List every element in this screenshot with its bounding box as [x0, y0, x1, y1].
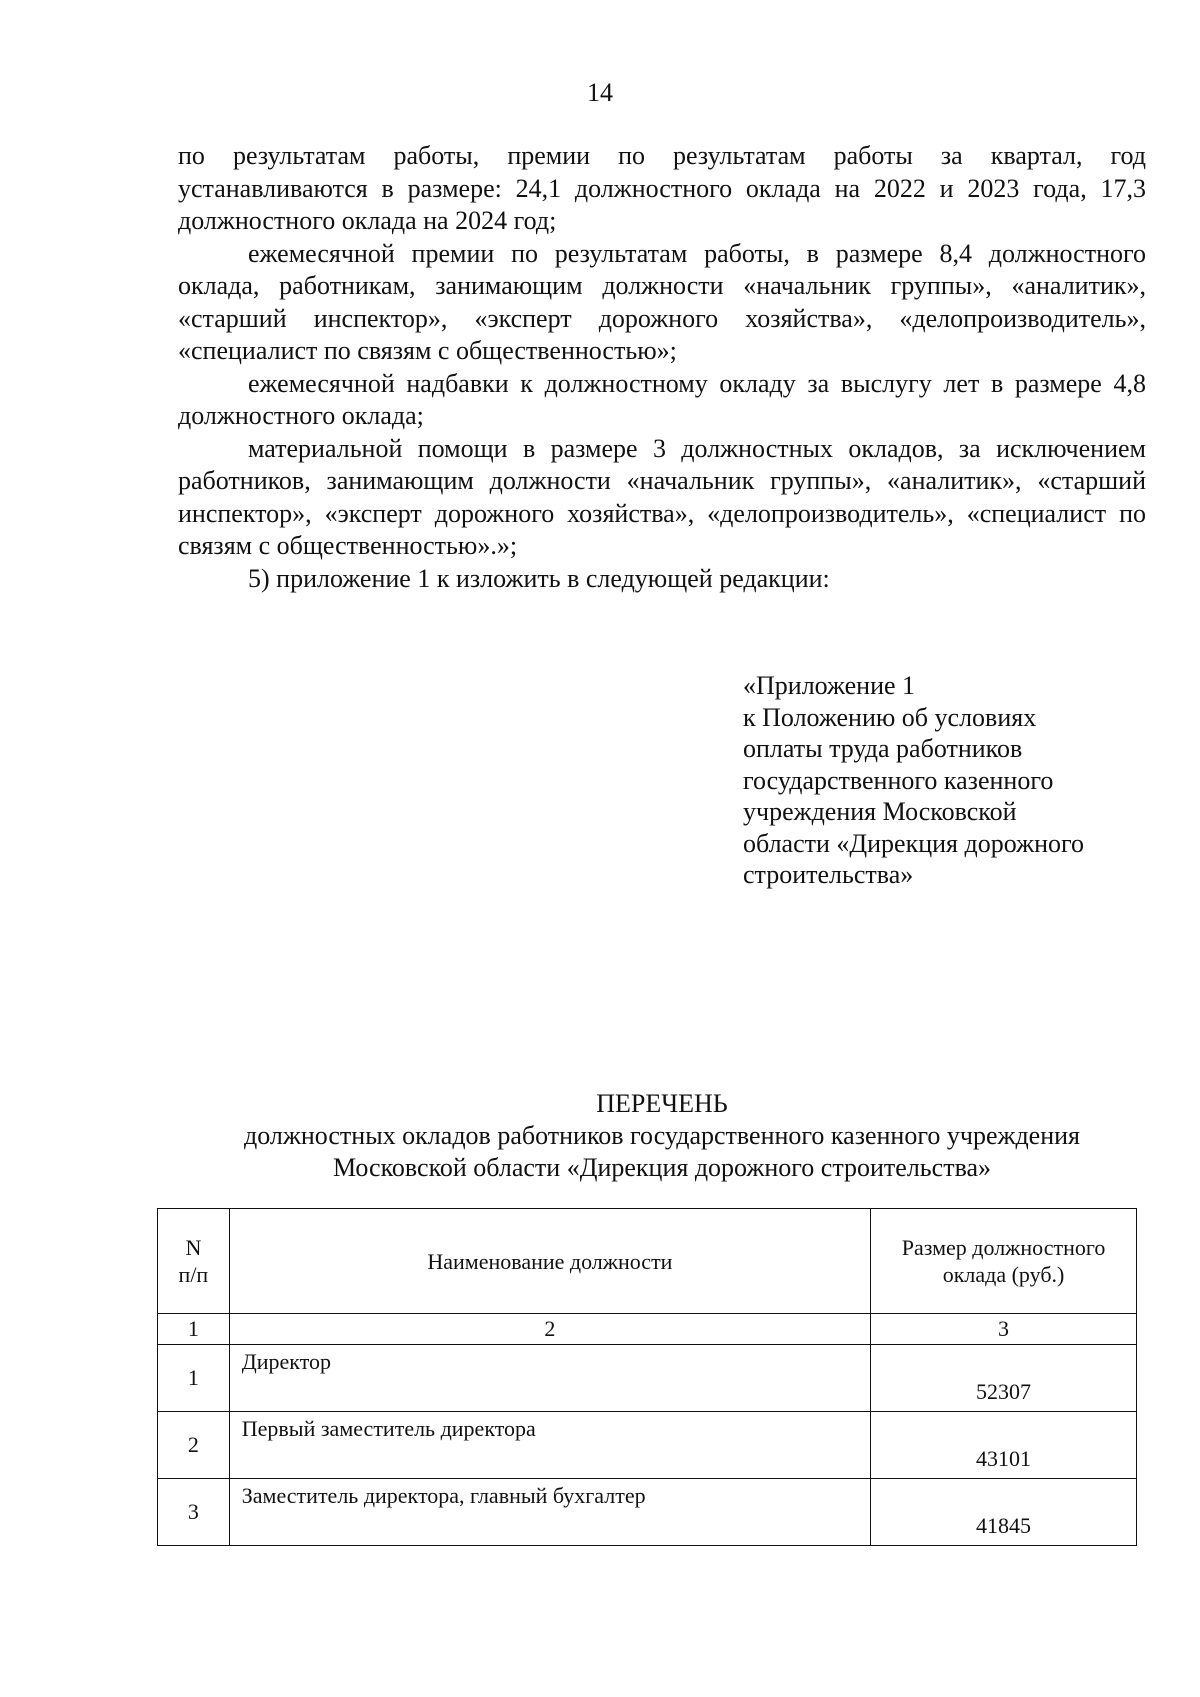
table-row	[158, 1479, 1137, 1546]
column-number: 2	[229, 1314, 870, 1345]
paragraph: материальной помощи в размере 3 должностных окладов, за исключением работников, занимающим должности «начальник группы», «аналитик», «старший инспектор», «эксперт дорожного хозяйства», «делопроизводитель», «специалист по связям с общественностью».»;	[178, 433, 1146, 560]
appendix-note-line: государственного казенного	[743, 765, 1054, 795]
paragraph: ежемесячной надбавки к должностному окладу за выслугу лет в размере 4,8 должностного оклада;	[178, 368, 1146, 430]
appendix-note-line: области «Дирекция дорожного	[743, 828, 1084, 858]
row-number: 3	[158, 1479, 230, 1546]
header-salary-line: оклада (руб.)	[942, 1262, 1065, 1287]
appendix-note-line: «Приложение 1	[743, 671, 916, 700]
row-salary: 43101	[871, 1412, 1137, 1479]
body-text	[178, 140, 1146, 595]
table-header-row	[158, 1209, 1137, 1314]
header-salary-line: Размер должностного	[901, 1235, 1106, 1260]
row-number: 1	[158, 1345, 230, 1412]
list-heading: ПЕРЕЧЕНЬ	[596, 1089, 728, 1118]
salary-table	[157, 1208, 1137, 1546]
table-row	[158, 1412, 1137, 1479]
row-position: Директор	[229, 1345, 870, 1412]
page-number: 14	[587, 78, 613, 107]
appendix-note-line: учреждения Московской	[743, 797, 1017, 826]
header-number-cell	[158, 1209, 230, 1314]
appendix-note-line: строительства»	[743, 860, 914, 889]
paragraph: 5) приложение 1 к изложить в следующей редакции:	[248, 563, 830, 593]
header-number-line: п/п	[178, 1262, 209, 1287]
row-salary: 52307	[871, 1345, 1137, 1412]
paragraph: по результатам работы, премии по результатам работы за квартал, год устанавливаются в размере: 24,1 должностного оклада на 2022 и 2023 года, 17,3 должностного оклада на 2024 год;	[178, 141, 1146, 235]
row-position: Первый заместитель директора	[229, 1412, 870, 1479]
row-number: 2	[158, 1412, 230, 1479]
column-number: 1	[158, 1314, 230, 1345]
appendix-note	[743, 670, 1163, 891]
row-salary: 41845	[871, 1479, 1137, 1546]
column-number-row	[158, 1314, 1137, 1345]
paragraph: ежемесячной премии по результатам работы, в размере 8,4 должностного оклада, работникам, занимающим должности «начальник группы», «аналитик», «старший инспектор», «эксперт дорожного хозяйства», «делопроизводитель», «специалист по связям с общественностью»;	[178, 238, 1146, 365]
header-number-line: N	[185, 1235, 202, 1260]
appendix-note-line: оплаты труда работников	[743, 734, 1023, 763]
header-salary-cell	[871, 1209, 1137, 1314]
appendix-note-line: к Положению об условиях	[743, 702, 1037, 732]
list-subtitle-line: должностных окладов работников государственного казенного учреждения	[244, 1121, 1080, 1150]
list-title	[178, 1088, 1146, 1184]
list-subtitle-line: Московской области «Дирекция дорожного строительства»	[332, 1153, 992, 1182]
table-row	[158, 1345, 1137, 1412]
header-position-cell: Наименование должности	[229, 1209, 870, 1314]
row-position: Заместитель директора, главный бухгалтер	[229, 1479, 870, 1546]
column-number: 3	[871, 1314, 1137, 1345]
